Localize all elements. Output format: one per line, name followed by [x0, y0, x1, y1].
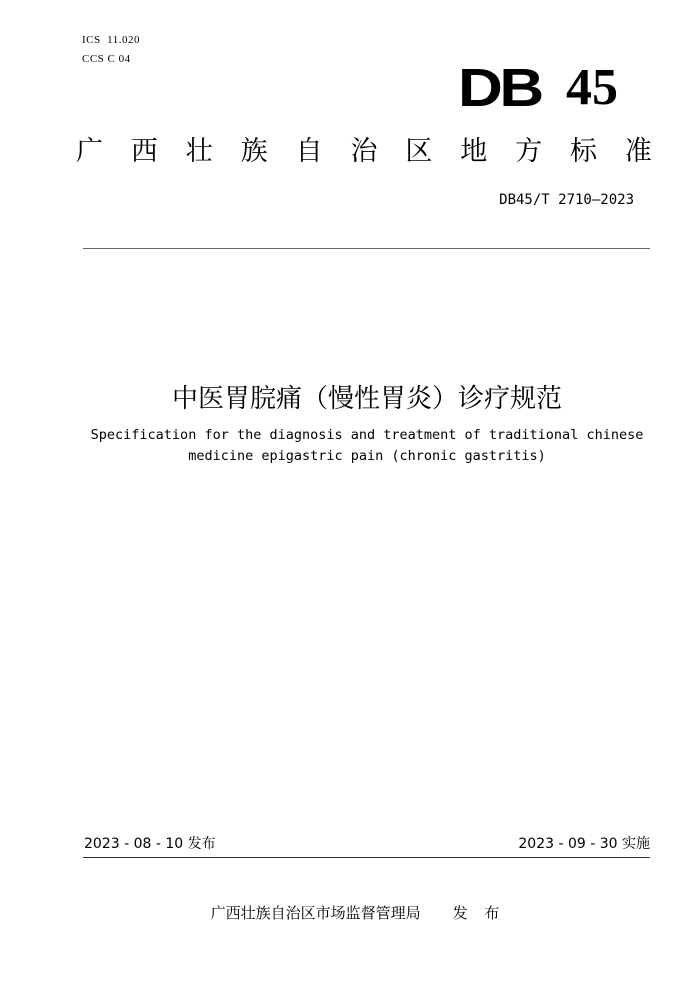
document-title-english	[0, 425, 700, 467]
issuer-name: 广西壮族自治区市场监督管理局	[210, 904, 421, 922]
ccs-label: CCS	[82, 53, 105, 65]
document-title-chinese: 中医胃脘痛（慢性胃炎）诊疗规范	[171, 384, 562, 414]
title-char: 广	[76, 136, 103, 167]
issue-label: 发布	[187, 836, 216, 852]
issue-date	[84, 835, 216, 853]
ccs-value: C 04	[107, 53, 131, 65]
ics-label: ICS	[82, 34, 101, 46]
english-title-line-1: Specification for the diagnosis and treatment of traditional chinese	[90, 427, 644, 443]
implementation-label: 实施	[622, 836, 650, 852]
title-char: 治	[350, 136, 378, 167]
issuing-authority	[0, 903, 700, 923]
issue-date-value: 2023 - 08 - 10	[84, 836, 184, 852]
issue-action: 发 布	[452, 904, 506, 922]
title-char: 壮	[185, 136, 213, 167]
logo-letters: DB	[458, 58, 541, 118]
logo-number: 45	[566, 59, 618, 116]
title-char: 自	[295, 136, 323, 167]
title-char: 族	[240, 136, 268, 167]
title-char: 准	[624, 136, 652, 167]
ccs-classification	[82, 52, 131, 66]
db45-logo	[458, 60, 618, 116]
title-char: 方	[515, 136, 543, 167]
implementation-date	[518, 835, 650, 853]
date-divider	[83, 857, 650, 858]
ics-value: 11.020	[107, 34, 140, 46]
ics-classification	[82, 33, 140, 47]
title-char: 地	[460, 136, 488, 167]
standard-code: DB45/T 2710—2023	[499, 192, 634, 208]
header-divider	[83, 248, 650, 249]
standard-type-title	[76, 134, 652, 170]
title-char: 西	[130, 136, 158, 167]
implementation-date-value: 2023 - 09 - 30	[518, 836, 618, 852]
title-char: 区	[405, 136, 433, 167]
title-char: 标	[570, 136, 598, 167]
english-title-line-2: medicine epigastric pain (chronic gastritis)	[188, 448, 546, 464]
